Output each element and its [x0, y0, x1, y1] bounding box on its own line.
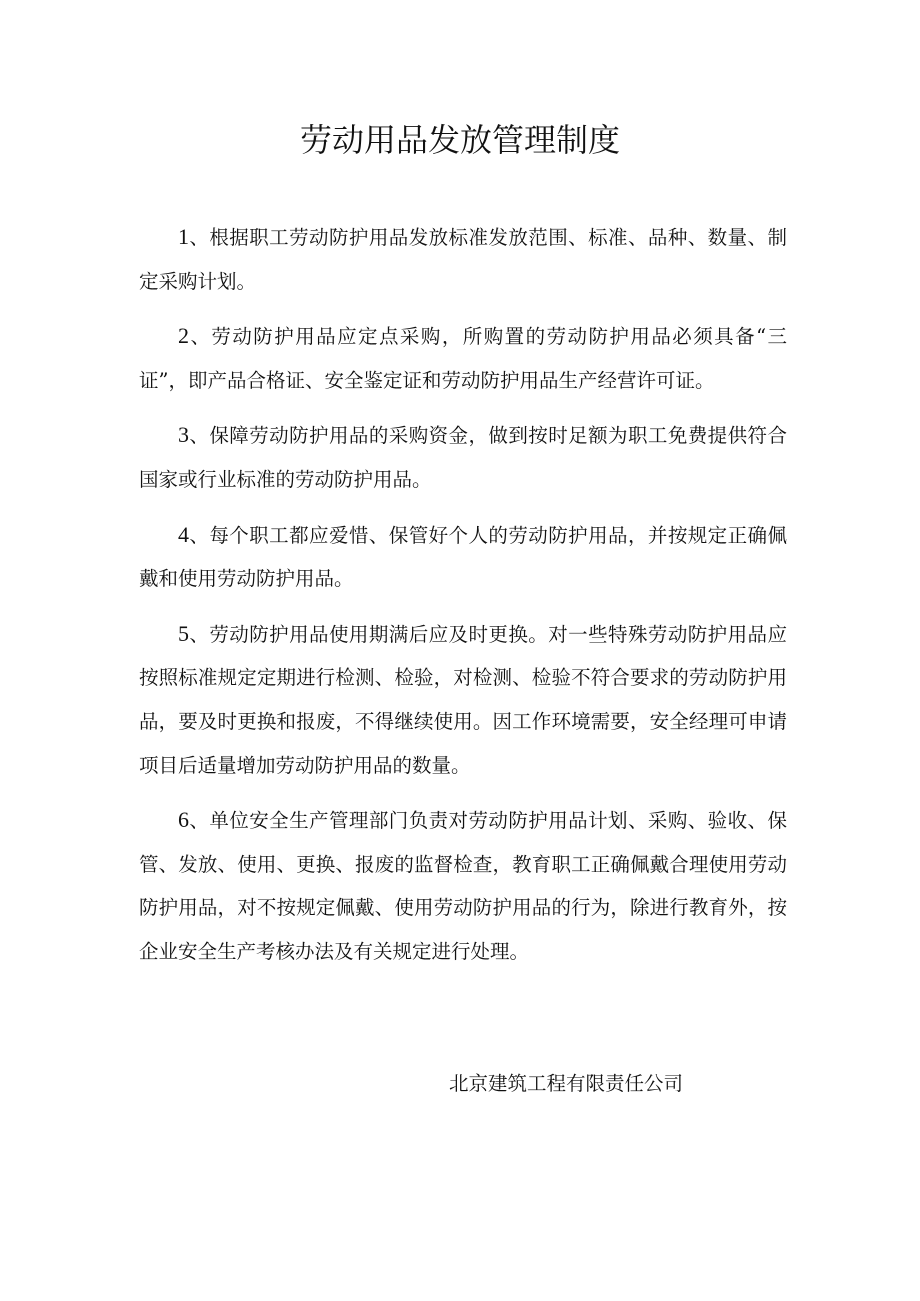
paragraph-text: 、劳动防护用品应定点采购，所购置的劳动防护用品必须具备“三证”，即产品合格证、安全鉴定证和劳动防护用品生产经营许可证。	[139, 325, 787, 392]
paragraph-number: 6	[178, 807, 189, 833]
paragraph-text: 、劳动防护用品使用期满后应及时更换。对一些特殊劳动防护用品应按照标准规定定期进行检测、检验，对检测、检验不符合要求的劳动防护用品，要及时更换和报废，不得继续使用。因工作环境需要，安全经理可申请项目后适量增加劳动防护用品的数量。	[139, 622, 787, 777]
paragraph-5	[139, 612, 787, 787]
paragraph-4	[139, 513, 787, 601]
company-signature: 北京建筑工程有限责任公司	[449, 1072, 684, 1095]
paragraph-1	[139, 215, 787, 303]
document-title: 劳动用品发放管理制度	[299, 121, 620, 159]
paragraph-text: 、根据职工劳动防护用品发放标准发放范围、标准、品种、数量、制定采购计划。	[139, 226, 787, 293]
paragraph-text: 、每个职工都应爱惜、保管好个人的劳动防护用品，并按规定正确佩戴和使用劳动防护用品。	[139, 523, 787, 591]
paragraph-2	[139, 314, 787, 402]
paragraph-number: 3	[178, 422, 189, 448]
document-body	[139, 215, 787, 985]
paragraph-text: 、保障劳动防护用品的采购资金，做到按时足额为职工免费提供符合国家或行业标准的劳动防护用品。	[139, 424, 787, 491]
paragraph-number: 1	[178, 224, 189, 249]
paragraph-number: 2	[178, 323, 189, 349]
paragraph-number: 5	[178, 620, 189, 646]
paragraph-number: 4	[178, 521, 189, 547]
paragraph-text: 、单位安全生产管理部门负责对劳动防护用品计划、采购、验收、保管、发放、使用、更换、报废的监督检查，教育职工正确佩戴合理使用劳动防护用品，对不按规定佩戴、使用劳动防护用品的行为，除进行教育外，按企业安全生产考核办法及有关规定进行处理。	[139, 809, 787, 963]
paragraph-3	[139, 413, 787, 501]
paragraph-6	[139, 798, 787, 973]
